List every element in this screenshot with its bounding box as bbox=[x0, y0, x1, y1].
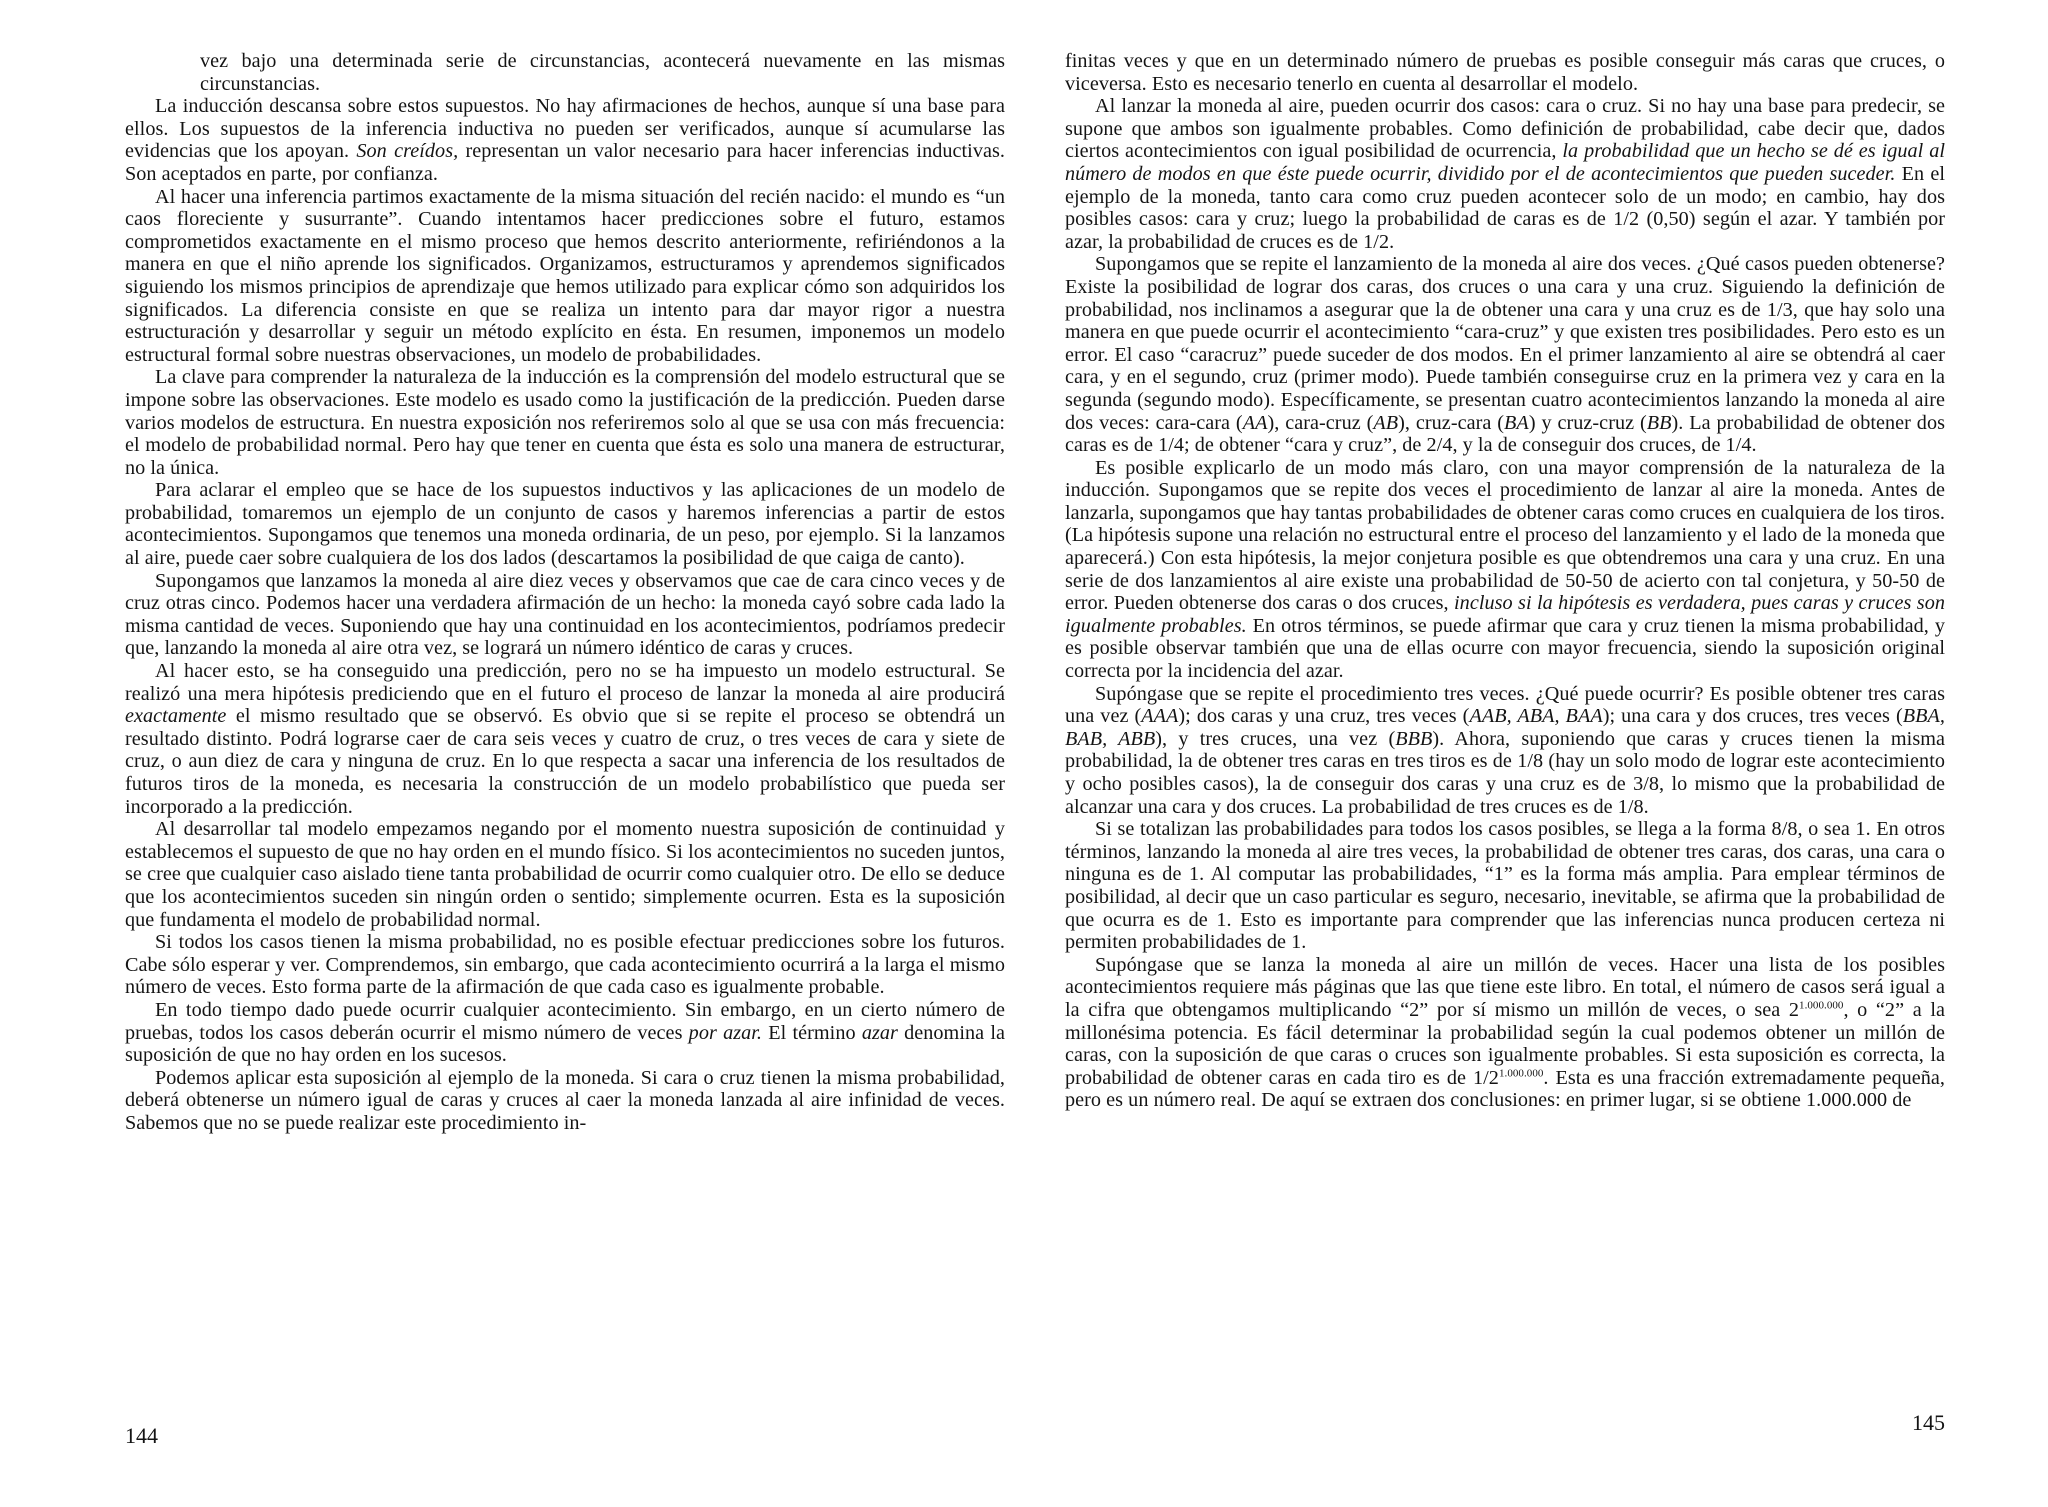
right-text-column bbox=[1065, 50, 1945, 1112]
left-paragraph-4: La clave para comprender la naturaleza de la inducción es la comprensión del modelo estructural que se impone sobre las observaciones. Este modelo es usado como la justificación de la predicción. Pueden darse varios modelos de estructura. En nuestra exposición nos referiremos solo al que se usa con más frecuencia: el modelo de probabilidad normal. Pero hay que tener en cuenta que ésta es solo una manera de estructurar, no la única. bbox=[125, 366, 1005, 479]
left-paragraph-6: Supongamos que lanzamos la moneda al aire diez veces y observamos que cae de cara cinco veces y de cruz otras cinco. Podemos hacer una verdadera afirmación de un hecho: la moneda cayó sobre cada lado la misma cantidad de veces. Suponiendo que hay una continuidad en los acontecimientos, podríamos predecir que, lanzando la moneda al aire otra vez, se logrará un número idéntico de caras y cruces. bbox=[125, 569, 1005, 660]
left-page-number: 144 bbox=[125, 1423, 158, 1448]
left-paragraph-2: La inducción descansa sobre estos supuestos. No hay afirmaciones de hechos, aunque sí una base para ellos. Los supuestos de la inferencia inductiva no pueden ser verificados, aunque sí acumularse las evidencias que los apoyan. Son creídos, representan un valor necesario para hacer inferencias inductivas. Son aceptados en parte, por confianza. bbox=[125, 95, 1005, 185]
right-page-number: 145 bbox=[1912, 1410, 1945, 1435]
right-paragraph-4: Es posible explicarlo de un modo más claro, con una mayor comprensión de la naturaleza de la inducción. Supongamos que se repite dos veces el procedimiento de lanzar al aire la moneda. Antes de lanzarla, supongamos que hay tantas probabilidades de obtener caras como cruces en cualquiera de los tiros. (La hipótesis supone una relación no estructural entre el proceso del lanzamiento y el lado de la moneda que aparecerá.) Con esta hipótesis, la mejor conjetura posible es que obtendremos una cara y una cruz. En una serie de dos lanzamientos al aire existe una probabilidad de 50-50 de acierto con tal conjetura, y 50-50 de error. Pueden obtenerse dos caras o dos cruces, incluso si la hipótesis es verdadera, pues caras y cruces son igualmente probables. En otros términos, se puede afirmar que cara y cruz tienen la misma probabilidad, y es posible observar también que una de ellas ocurre con mayor frecuencia, siendo la suposición original correcta por la incidencia del azar. bbox=[1065, 456, 1946, 683]
left-paragraph-8: Al desarrollar tal modelo empezamos negando por el momento nuestra suposición de continuidad y establecemos el supuesto de que no hay orden en el mundo físico. Si los acontecimientos no suceden juntos, se cree que cualquier caso aislado tiene tanta probabilidad de ocurrir como cualquier otro. De ello se deduce que los acontecimientos suceden sin ningún orden o sentido; simplemente ocurren. Esta es la suposición que fundamenta el modelo de probabilidad normal. bbox=[125, 818, 1005, 931]
left-text-column bbox=[125, 50, 1005, 1135]
left-paragraph-10: En todo tiempo dado puede ocurrir cualquier acontecimiento. Sin embargo, en un cierto número de pruebas, todos los casos deberán ocurrir el mismo número de veces por azar. El término azar denomina la suposición de que no hay orden en los sucesos. bbox=[125, 998, 1005, 1067]
left-paragraph-3: Al hacer una inferencia partimos exactamente de la misma situación del recién nacido: el mundo es “un caos floreciente y susurrante”. Cuando intentamos hacer predicciones sobre el futuro, estamos comprometidos exactamente en el mismo proceso que hemos descrito anteriormente, refiriéndonos a la manera en que el niño aprende los significados. Organizamos, estructuramos y aprendemos significados siguiendo los mismos principios de aprendizaje que hemos utilizado para explicar cómo son adquiridos los significados. La diferencia consiste en que se realiza un intento para dar mayor rigor a nuestra estructuración y desarrollar y seguir un método explícito en ésta. En resumen, imponemos un modelo estructural formal sobre nuestras observaciones, un modelo de probabilidades. bbox=[125, 185, 1005, 366]
right-paragraph-2: Al lanzar la moneda al aire, pueden ocurrir dos casos: cara o cruz. Si no hay una base para predecir, se supone que ambos son igualmente probables. Como definición de probabilidad, cabe decir que, dados ciertos acontecimientos con igual posibilidad de ocurrencia, la probabilidad que un hecho se dé es igual al número de modos en que éste puede ocurrir, dividido por el de acontecimientos que pueden suceder. En el ejemplo de la moneda, tanto cara como cruz pueden acontecer solo de un modo; en cambio, hay dos posibles casos: cara y cruz; luego la probabilidad de caras es de 1/2 (0,50) según el azar. Y también por azar, la probabilidad de cruces es de 1/2. bbox=[1065, 95, 1946, 253]
right-paragraph-1: finitas veces y que en un determinado número de pruebas es posible conseguir más caras que cruces, o viceversa. Esto es necesario tenerlo en cuenta al desarrollar el modelo. bbox=[1065, 50, 1945, 95]
right-paragraph-6: Si se totalizan las probabilidades para todos los casos posibles, se llega a la forma 8/8, o sea 1. En otros términos, lanzando la moneda al aire tres veces, la probabilidad de obtener tres caras, dos caras, una cara o ninguna es de 1. Al computar las probabilidades, “1” es la forma más amplia. Para emplear términos de posibilidad, al decir que un caso particular es seguro, necesario, inevitable, se afirma que la probabilidad de que ocurra es de 1. Esto es importante para comprender que las inferencias nunca producen certeza ni permiten probabilidades de 1. bbox=[1065, 818, 1945, 954]
left-paragraph-9: Si todos los casos tienen la misma probabilidad, no es posible efectuar predicciones sobre los futuros. Cabe sólo esperar y ver. Comprendemos, sin embargo, que cada acontecimiento ocurrirá a la larga el mismo número de veces. Esto forma parte de la afirmación de que cada caso es igualmente probable. bbox=[125, 931, 1005, 999]
right-paragraph-5: Supóngase que se repite el procedimiento tres veces. ¿Qué puede ocurrir? Es posible obtener tres caras una vez (AAA); dos caras y una cruz, tres veces (AAB, ABA, BAA); una cara y dos cruces, tres veces (BBA, BAB, ABB), y tres cruces, una vez (BBB). Ahora, suponiendo que caras y cruces tienen la misma probabilidad, la de obtener tres caras en tres tiros es de 1/8 (hay un solo modo de lograr este acontecimiento y ocho posibles casos), la de conseguir dos caras y una cruz es de 3/8, lo mismo que la probabilidad de alcanzar una cara y dos cruces. La probabilidad de tres cruces es de 1/8. bbox=[1065, 682, 1945, 818]
right-paragraph-7: Supóngase que se lanza la moneda al aire un millón de veces. Hacer una lista de los posibles acontecimientos requiere más páginas que las que tiene este libro. En total, el número de casos será igual a la cifra que obtengamos multiplicando “2” por sí mismo un millón de veces, o sea $2^{1.000.000}$, o “2” a la millonésima potencia. Es fácil determinar la probabilidad según la cual podemos obtener un millón de caras, con la suposición de que caras o cruces son igualmente probables. Si esta suposición es correcta, la probabilidad de obtener caras en cada tiro es de $1/2^{1.000.000}$. Esta es una fracción extremadamente pequeña, pero es un número real. De aquí se extraen dos conclusiones: en primer lugar, si se obtiene 1.000.000 de bbox=[1065, 953, 1946, 1112]
left-paragraph-5: Para aclarar el empleo que se hace de los supuestos inductivos y las aplicaciones de un modelo de probabilidad, tomaremos un ejemplo de un conjunto de casos y haremos inferencias a partir de estos acontecimientos. Supongamos que tenemos una moneda ordinaria, de un peso, por ejemplo. Si la lanzamos al aire, puede caer sobre cualquiera de los dos lados (descartamos la posibilidad de que caiga de canto). bbox=[125, 479, 1005, 570]
left-paragraph-1: vez bajo una determinada serie de circunstancias, acontecerá nuevamente en las mismas circunstancias. bbox=[200, 50, 1005, 95]
left-paragraph-7: Al hacer esto, se ha conseguido una predicción, pero no se ha impuesto un modelo estructural. Se realizó una mera hipótesis prediciendo que en el futuro el proceso de lanzar la moneda al aire producirá exactamente el mismo resultado que se observó. Es obvio que si se repite el proceso se obtendrá un resultado distinto. Podrá lograrse caer de cara seis veces y cuatro de cruz, o tres veces de cara y siete de cruz, o aun diez de cara y ninguna de cruz. En lo que respecta a sacar una inferencia de los resultados de futuros tiros de la moneda, es necesaria la construcción de un modelo probabilístico que pueda ser incorporado a la predicción. bbox=[125, 660, 1005, 818]
left-paragraph-11: Podemos aplicar esta suposición al ejemplo de la moneda. Si cara o cruz tienen la misma probabilidad, deberá obtenerse un número igual de caras y cruces al caer la moneda lanzada al aire infinidad de veces. Sabemos que no se puede realizar este procedimiento in- bbox=[125, 1066, 1005, 1134]
left-page bbox=[125, 0, 1005, 1507]
right-page bbox=[1065, 0, 1945, 1507]
right-paragraph-3: Supongamos que se repite el lanzamiento de la moneda al aire dos veces. ¿Qué casos pueden obtenerse? Existe la posibilidad de lograr dos caras, dos cruces o una cara y una cruz. Siguiendo la definición de probabilidad, nos inclinamos a asegurar que la de obtener una cara y una cruz es de 1/3, que hay solo una manera en que puede ocurrir el acontecimiento “cara-cruz” y que existen tres posibilidades. Pero esto es un error. El caso “caracruz” puede suceder de dos modos. En el primer lanzamiento al aire se obtendrá al caer cara, y en el segundo, cruz (primer modo). Puede también conseguirse cruz en la primera vez y cara en la segunda (segundo modo). Específicamente, se presentan cuatro acontecimientos lanzando la moneda al aire dos veces: cara-cara (AA), cara-cruz (AB), cruz-cara (BA) y cruz-cruz (BB). La probabilidad de obtener dos caras es de 1/4; de obtener “cara y cruz”, de 2/4, y la de conseguir dos cruces, de 1/4. bbox=[1065, 253, 1946, 457]
